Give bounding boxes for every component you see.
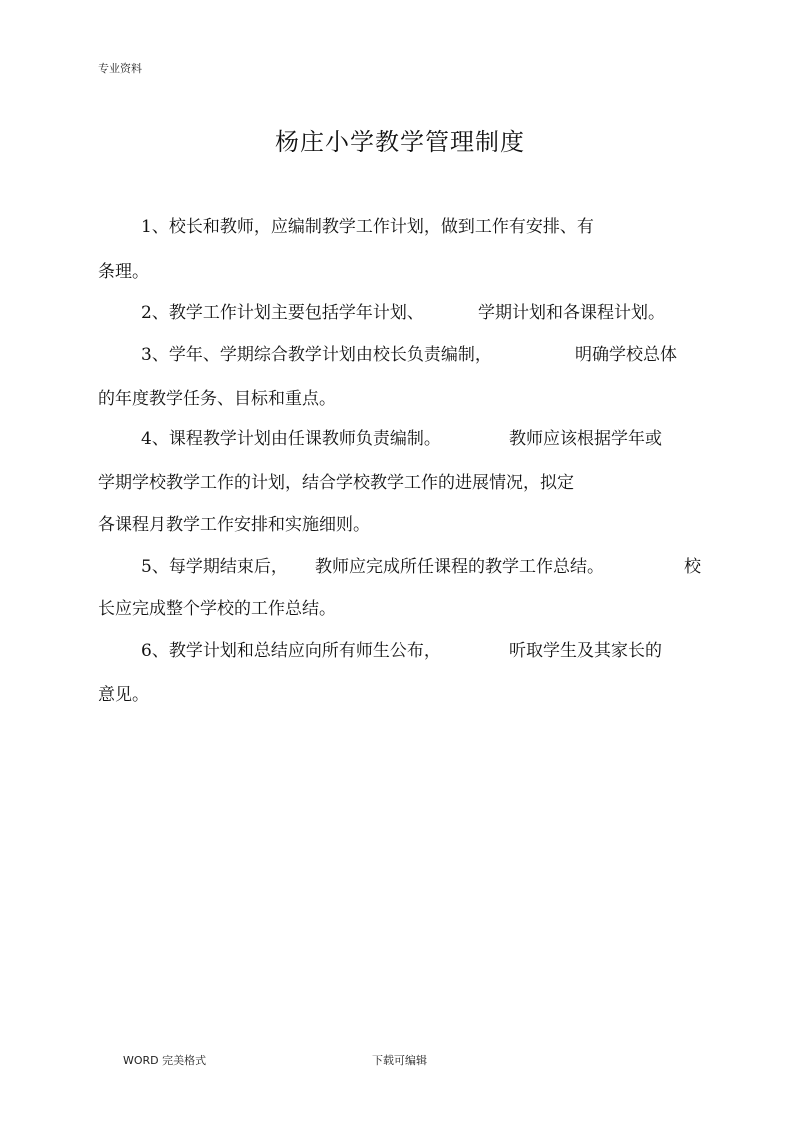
item-6-line-1b: 听取学生及其家长的: [509, 641, 662, 661]
item-2-line-1b: 学期计划和各课程计划。: [478, 303, 665, 323]
item-3-line-1a: 3、学年、学期综合教学计划由校长负责编制，: [141, 345, 492, 365]
item-4-line-1b: 教师应该根据学年或: [509, 429, 662, 449]
item-6-line-1a: 6、教学计划和总结应向所有师生公布，: [141, 641, 441, 661]
item-5-line-2: 长应完成整个学校的工作总结。: [98, 599, 336, 619]
item-3-line-2: 的年度教学任务、目标和重点。: [98, 389, 336, 409]
item-3-line-1b: 明确学校总体: [575, 345, 677, 365]
footer-left: WORD 完美格式: [123, 1054, 207, 1067]
item-5-line-1c: 校: [684, 557, 701, 577]
item-4-line-2: 学期学校教学工作的计划，结合学校教学工作的进展情况，拟定: [98, 473, 574, 493]
item-2-line-1a: 2、教学工作计划主要包括学年计划、: [141, 303, 424, 323]
footer-right: 下载可编辑: [372, 1054, 427, 1067]
page-title: 杨庄小学教学管理制度: [275, 128, 525, 156]
item-1-line-2: 条理。: [98, 262, 149, 282]
header-note: 专业资料: [98, 62, 142, 75]
item-5-line-1a: 5、每学期结束后，: [141, 557, 288, 577]
item-4-line-3: 各课程月教学工作安排和实施细则。: [98, 515, 370, 535]
item-5-line-1b: 教师应完成所任课程的教学工作总结。: [315, 557, 604, 577]
item-4-line-1a: 4、课程教学计划由任课教师负责编制。: [141, 429, 441, 449]
item-6-line-2: 意见。: [98, 685, 149, 705]
item-1-line-1: 1、校长和教师，应编制教学工作计划，做到工作有安排、有: [141, 217, 594, 237]
